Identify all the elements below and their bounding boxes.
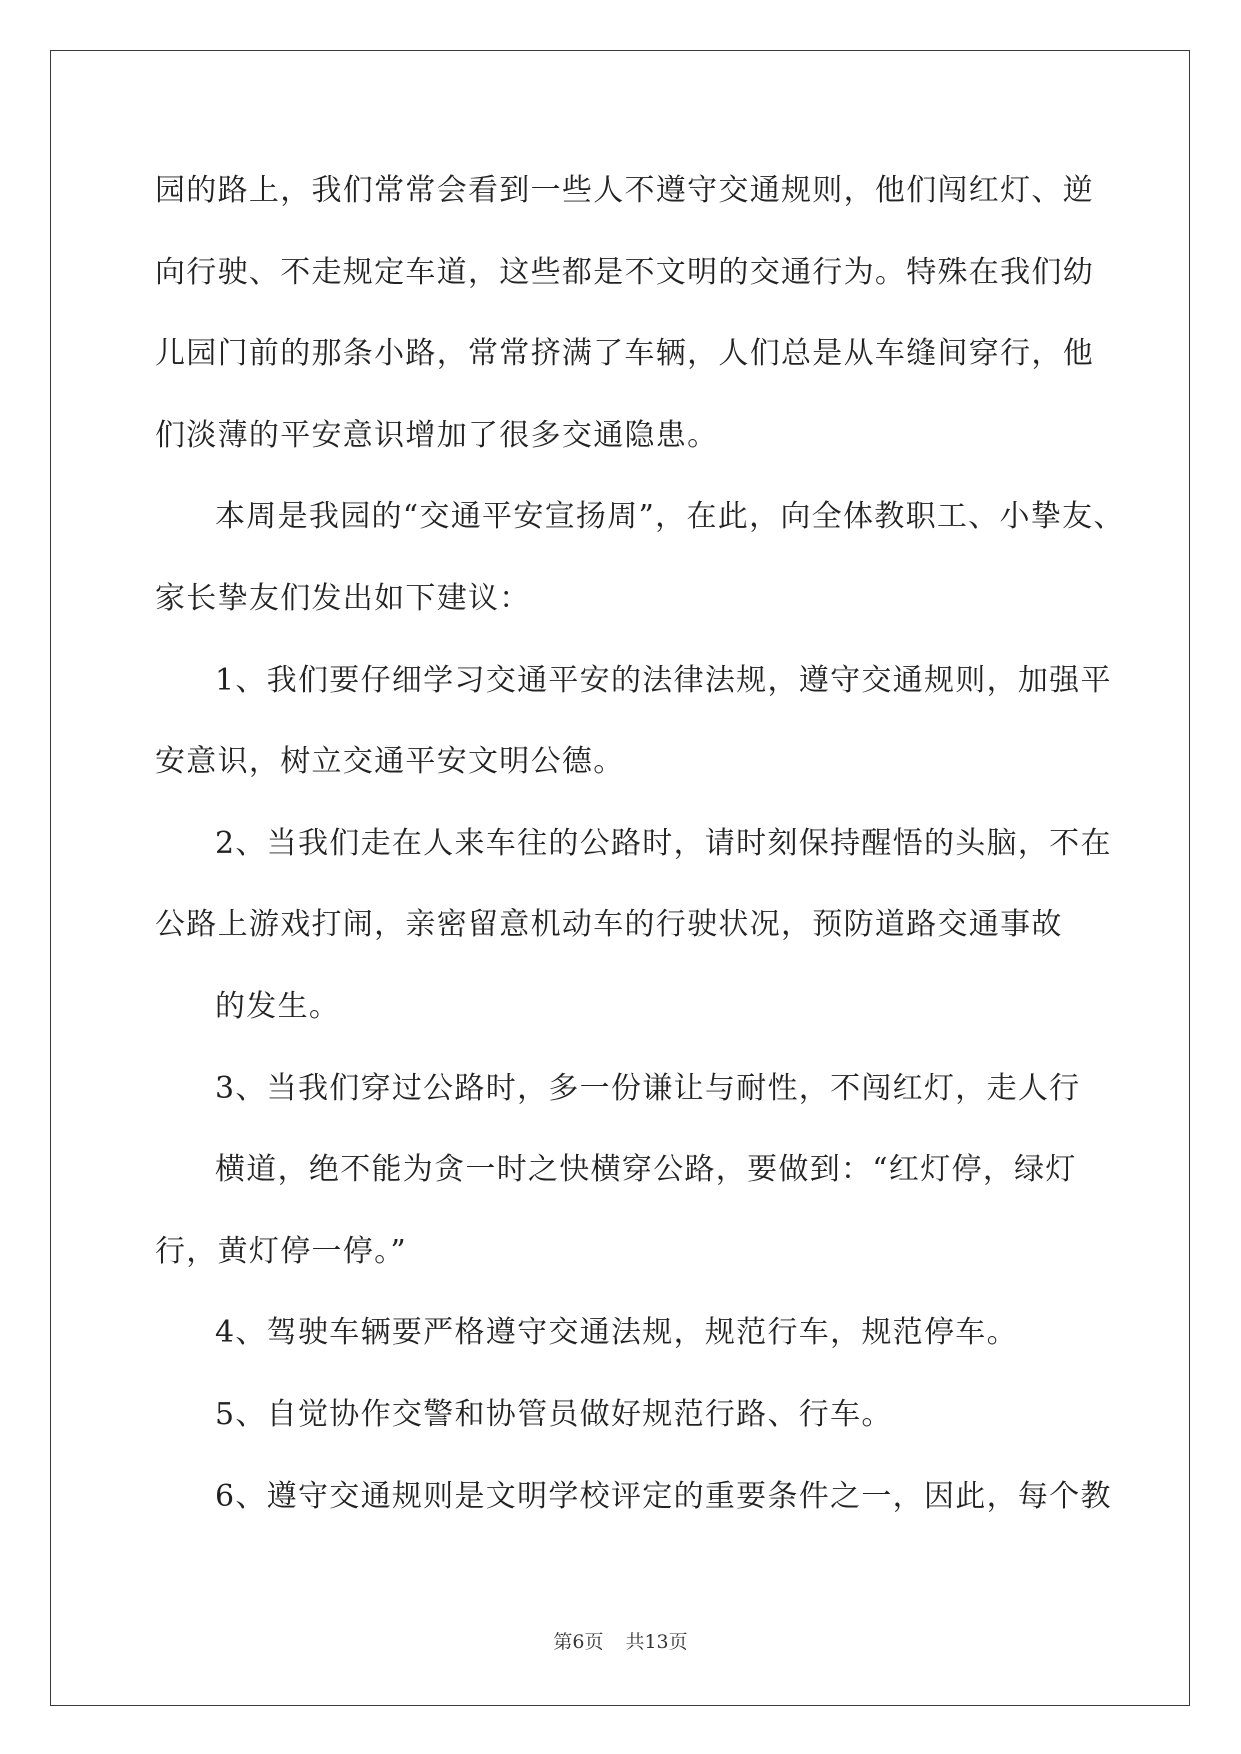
text-line: 家长挚友们发出如下建议： (155, 580, 531, 616)
text-line: 园的路上，我们常常会看到一些人不遵守交通规则，他们闯红灯、逆 (155, 173, 1094, 208)
page-footer (0, 1630, 1241, 1654)
text-line: 的发生。 (215, 988, 341, 1024)
page-total: 共13页 (625, 1631, 688, 1653)
list-item-5: 5、自觉协作交警和协管员做好规范行路、行车。 (215, 1396, 893, 1432)
list-item-1: 1、我们要仔细学习交通平安的法律法规，遵守交通规则，加强平 (215, 662, 1112, 698)
list-item-6: 6、遵守交通规则是文明学校评定的重要条件之一，因此，每个教 (215, 1478, 1112, 1514)
list-item-3: 3、当我们穿过公路时，多一份谦让与耐性，不闯红灯，走人行 (215, 1070, 1081, 1106)
list-item-2: 2、当我们走在人来车往的公路时，请时刻保持醒悟的头脑，不在 (215, 825, 1112, 861)
text-line: 们淡薄的平安意识增加了很多交通隐患。 (155, 417, 719, 453)
text-line: 行，黄灯停一停。” (155, 1233, 408, 1269)
text-line: 公路上游戏打闹，亲密留意机动车的行驶状况，预防道路交通事故 (155, 907, 1063, 943)
page-number: 第6页 (553, 1631, 604, 1653)
document-body (155, 150, 1185, 1537)
text-line: 本周是我园的“交通平安宣扬周”，在此，向全体教职工、小挚友、 (215, 499, 1125, 535)
text-line: 横道，绝不能为贪一时之快横穿公路，要做到：“红灯停，绿灯 (215, 1152, 1077, 1188)
text-line: 安意识，树立交通平安文明公德。 (155, 744, 625, 780)
list-item-4: 4、驾驶车辆要严格遵守交通法规，规范行车，规范停车。 (215, 1315, 1018, 1351)
text-line: 儿园门前的那条小路，常常挤满了车辆，人们总是从车缝间穿行，他 (155, 336, 1094, 372)
text-line: 向行驶、不走规定车道，这些都是不文明的交通行为。特殊在我们幼 (155, 254, 1094, 290)
